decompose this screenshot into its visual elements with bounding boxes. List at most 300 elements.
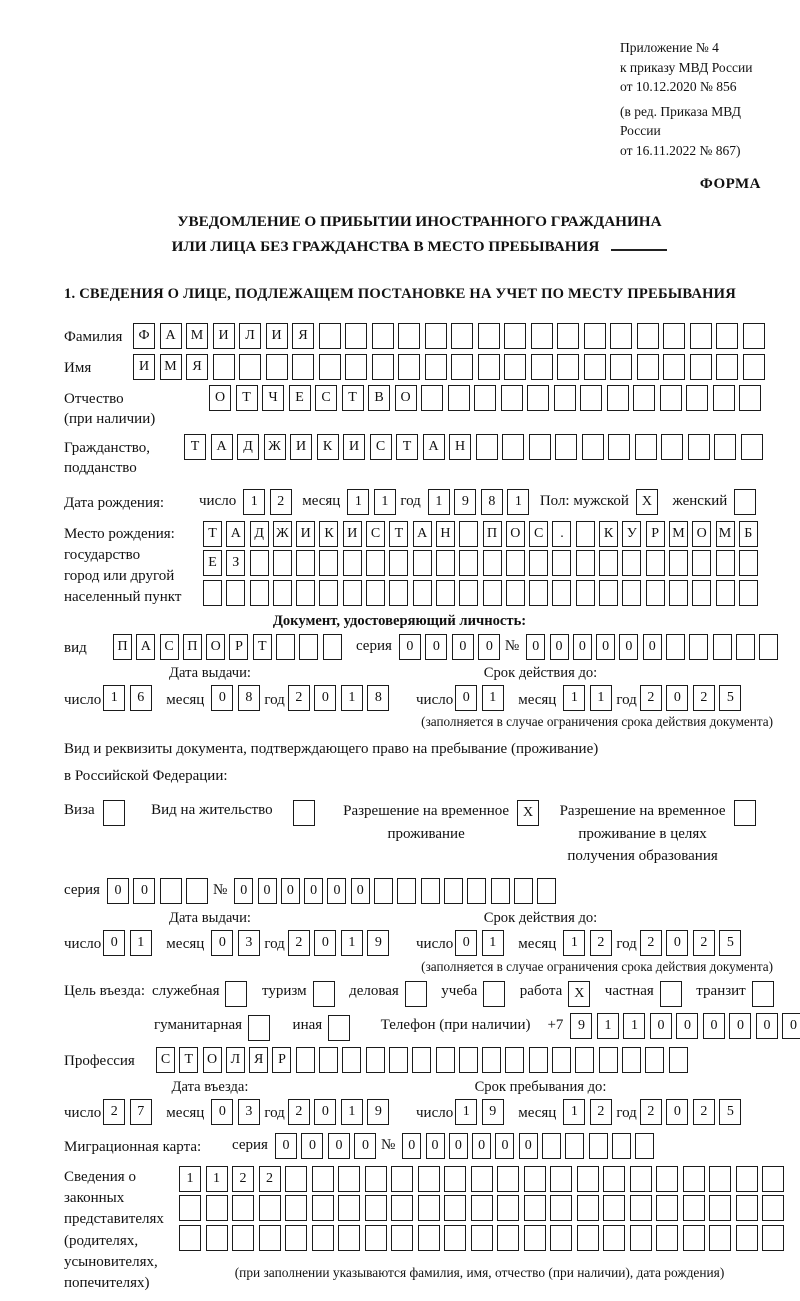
form-cell[interactable]: 0 (314, 1099, 336, 1125)
form-cell[interactable] (565, 1133, 584, 1159)
form-cell[interactable]: 0 (619, 634, 638, 660)
form-cell[interactable] (637, 354, 659, 380)
form-cell[interactable] (550, 1195, 572, 1221)
form-cell[interactable] (669, 1047, 688, 1073)
form-cell[interactable]: 0 (281, 878, 300, 904)
form-cell[interactable] (372, 354, 394, 380)
form-cell[interactable]: Е (203, 550, 222, 576)
form-cell[interactable] (425, 323, 447, 349)
form-cell[interactable] (656, 1225, 678, 1251)
form-cell[interactable] (656, 1166, 678, 1192)
form-cell[interactable] (226, 580, 245, 606)
form-cell[interactable] (714, 434, 736, 460)
form-cell[interactable]: 1 (179, 1166, 201, 1192)
form-cell[interactable]: О (206, 634, 225, 660)
form-cell[interactable] (690, 354, 712, 380)
form-cell[interactable] (762, 1225, 784, 1251)
form-cell[interactable]: Ж (264, 434, 286, 460)
form-cell[interactable] (635, 434, 657, 460)
form-cell[interactable]: 1 (482, 685, 504, 711)
form-cell[interactable]: А (211, 434, 233, 460)
form-cell[interactable]: 7 (130, 1099, 152, 1125)
form-cell[interactable]: 1 (347, 489, 369, 515)
form-cell[interactable] (259, 1225, 281, 1251)
form-cell[interactable]: 0 (304, 878, 323, 904)
form-cell[interactable] (537, 878, 556, 904)
form-cell[interactable]: П (113, 634, 132, 660)
form-cell[interactable]: 2 (288, 685, 310, 711)
form-cell[interactable] (669, 580, 688, 606)
form-cell[interactable] (584, 323, 606, 349)
form-cell[interactable]: 0 (211, 1099, 233, 1125)
form-cell[interactable]: Е (289, 385, 311, 411)
form-cell[interactable]: 1 (341, 930, 363, 956)
form-cell[interactable] (656, 1195, 678, 1221)
form-cell[interactable]: 0 (495, 1133, 514, 1159)
form-cell[interactable]: А (226, 521, 245, 547)
form-cell[interactable]: 6 (130, 685, 152, 711)
form-cell[interactable]: Д (250, 521, 269, 547)
form-cell[interactable]: Т (396, 434, 418, 460)
form-cell[interactable] (524, 1195, 546, 1221)
form-cell[interactable]: 1 (428, 489, 450, 515)
form-cell[interactable]: 0 (676, 1013, 698, 1039)
form-cell[interactable]: Я (186, 354, 208, 380)
form-cell[interactable] (436, 550, 455, 576)
form-cell[interactable]: Н (436, 521, 455, 547)
form-cell[interactable] (467, 878, 486, 904)
form-cell[interactable]: 0 (573, 634, 592, 660)
form-cell[interactable] (690, 323, 712, 349)
form-cell[interactable] (692, 580, 711, 606)
form-cell[interactable] (736, 1225, 758, 1251)
form-cell[interactable] (389, 580, 408, 606)
form-cell[interactable]: 9 (482, 1099, 504, 1125)
form-cell[interactable] (762, 1166, 784, 1192)
form-cell[interactable] (413, 550, 432, 576)
form-cell[interactable] (328, 1015, 350, 1041)
form-cell[interactable] (250, 580, 269, 606)
form-cell[interactable] (365, 1195, 387, 1221)
form-cell[interactable]: 0 (275, 1133, 297, 1159)
form-cell[interactable]: 1 (482, 930, 504, 956)
form-cell[interactable] (471, 1225, 493, 1251)
form-cell[interactable] (580, 385, 602, 411)
form-cell[interactable]: Р (646, 521, 665, 547)
form-cell[interactable]: 2 (590, 1099, 612, 1125)
form-cell[interactable] (739, 385, 761, 411)
form-cell[interactable]: Т (342, 385, 364, 411)
form-cell[interactable]: 1 (103, 685, 125, 711)
form-cell[interactable] (293, 800, 315, 826)
form-cell[interactable]: 9 (367, 930, 389, 956)
form-cell[interactable] (398, 354, 420, 380)
form-cell[interactable]: 0 (519, 1133, 538, 1159)
form-cell[interactable]: 1 (507, 489, 529, 515)
form-cell[interactable] (529, 550, 548, 576)
form-cell[interactable]: О (692, 521, 711, 547)
form-cell[interactable]: А (136, 634, 155, 660)
form-cell[interactable]: 2 (288, 930, 310, 956)
form-cell[interactable] (483, 550, 502, 576)
form-cell[interactable]: 0 (351, 878, 370, 904)
form-cell[interactable] (296, 1047, 315, 1073)
form-cell[interactable]: Ж (273, 521, 292, 547)
form-cell[interactable] (444, 878, 463, 904)
form-cell[interactable]: 0 (399, 634, 421, 660)
form-cell[interactable] (502, 434, 524, 460)
form-cell[interactable] (338, 1225, 360, 1251)
form-cell[interactable] (599, 580, 618, 606)
form-cell[interactable]: 0 (666, 1099, 688, 1125)
form-cell[interactable] (557, 323, 579, 349)
form-cell[interactable]: 2 (590, 930, 612, 956)
form-cell[interactable] (213, 354, 235, 380)
form-cell[interactable] (575, 1047, 594, 1073)
form-cell[interactable]: М (186, 323, 208, 349)
form-cell[interactable]: И (213, 323, 235, 349)
form-cell[interactable] (646, 550, 665, 576)
form-cell[interactable]: А (413, 521, 432, 547)
form-cell[interactable] (418, 1225, 440, 1251)
form-cell[interactable] (319, 323, 341, 349)
form-cell[interactable] (312, 1195, 334, 1221)
form-cell[interactable] (505, 1047, 524, 1073)
form-cell[interactable] (319, 580, 338, 606)
form-cell[interactable] (497, 1166, 519, 1192)
form-cell[interactable] (313, 981, 335, 1007)
form-cell[interactable] (741, 434, 763, 460)
form-cell[interactable]: Ф (133, 323, 155, 349)
form-cell[interactable]: 1 (455, 1099, 477, 1125)
form-cell[interactable]: С (160, 634, 179, 660)
form-cell[interactable] (248, 1015, 270, 1041)
form-cell[interactable] (637, 323, 659, 349)
form-cell[interactable] (577, 1195, 599, 1221)
form-cell[interactable] (285, 1195, 307, 1221)
form-cell[interactable] (482, 1047, 501, 1073)
form-cell[interactable]: Т (236, 385, 258, 411)
form-cell[interactable]: 9 (570, 1013, 592, 1039)
form-cell[interactable]: 0 (782, 1013, 800, 1039)
form-cell[interactable]: 2 (270, 489, 292, 515)
form-cell[interactable] (418, 1195, 440, 1221)
form-cell[interactable] (338, 1195, 360, 1221)
form-cell[interactable]: 0 (478, 634, 500, 660)
form-cell[interactable] (689, 634, 708, 660)
form-cell[interactable]: И (133, 354, 155, 380)
form-cell[interactable] (739, 580, 758, 606)
form-cell[interactable]: 0 (314, 930, 336, 956)
form-cell[interactable] (476, 434, 498, 460)
form-cell[interactable] (365, 1166, 387, 1192)
form-cell[interactable]: 2 (640, 930, 662, 956)
form-cell[interactable]: С (366, 521, 385, 547)
form-cell[interactable] (630, 1195, 652, 1221)
form-cell[interactable] (552, 580, 571, 606)
form-cell[interactable] (688, 434, 710, 460)
form-cell[interactable]: Р (229, 634, 248, 660)
form-cell[interactable] (577, 1225, 599, 1251)
form-cell[interactable] (612, 1133, 631, 1159)
form-cell[interactable]: 0 (425, 634, 447, 660)
form-cell[interactable] (366, 550, 385, 576)
form-cell[interactable] (471, 1195, 493, 1221)
form-cell[interactable] (608, 434, 630, 460)
form-cell[interactable] (497, 1195, 519, 1221)
form-cell[interactable] (343, 550, 362, 576)
form-cell[interactable] (491, 878, 510, 904)
form-cell[interactable]: П (483, 521, 502, 547)
form-cell[interactable]: О (395, 385, 417, 411)
form-cell[interactable] (206, 1225, 228, 1251)
form-cell[interactable] (398, 323, 420, 349)
form-cell[interactable]: 0 (258, 878, 277, 904)
form-cell[interactable]: Т (179, 1047, 198, 1073)
form-cell[interactable] (319, 550, 338, 576)
form-cell[interactable] (524, 1225, 546, 1251)
form-cell[interactable]: 0 (354, 1133, 376, 1159)
form-cell[interactable] (418, 1166, 440, 1192)
form-cell[interactable]: 1 (563, 685, 585, 711)
form-cell[interactable]: 0 (452, 634, 474, 660)
form-cell[interactable] (389, 550, 408, 576)
form-cell[interactable]: 0 (133, 878, 155, 904)
form-cell[interactable] (577, 1166, 599, 1192)
form-cell[interactable]: 8 (367, 685, 389, 711)
form-cell[interactable]: Н (449, 434, 471, 460)
form-cell[interactable] (683, 1195, 705, 1221)
form-cell[interactable] (436, 580, 455, 606)
form-cell[interactable] (366, 1047, 385, 1073)
form-cell[interactable] (716, 580, 735, 606)
form-cell[interactable] (319, 354, 341, 380)
form-cell[interactable] (633, 385, 655, 411)
form-cell[interactable]: 9 (367, 1099, 389, 1125)
form-cell[interactable] (713, 634, 732, 660)
form-cell[interactable]: 1 (563, 1099, 585, 1125)
form-cell[interactable]: Д (237, 434, 259, 460)
form-cell[interactable] (478, 323, 500, 349)
form-cell[interactable] (550, 1225, 572, 1251)
form-cell[interactable]: 2 (288, 1099, 310, 1125)
form-cell[interactable] (683, 1225, 705, 1251)
form-cell[interactable]: 1 (341, 685, 363, 711)
form-cell[interactable]: С (529, 521, 548, 547)
form-cell[interactable] (292, 354, 314, 380)
form-cell[interactable]: С (156, 1047, 175, 1073)
form-cell[interactable] (232, 1195, 254, 1221)
form-cell[interactable] (686, 385, 708, 411)
form-cell[interactable]: 0 (666, 685, 688, 711)
form-cell[interactable]: 1 (206, 1166, 228, 1192)
form-cell[interactable] (413, 580, 432, 606)
form-cell[interactable] (576, 521, 595, 547)
form-cell[interactable] (391, 1166, 413, 1192)
form-cell[interactable]: М (160, 354, 182, 380)
form-cell[interactable] (603, 1195, 625, 1221)
form-cell[interactable]: X (636, 489, 658, 515)
form-cell[interactable] (666, 634, 685, 660)
form-cell[interactable] (683, 1166, 705, 1192)
form-cell[interactable]: 0 (211, 930, 233, 956)
form-cell[interactable] (239, 354, 261, 380)
form-cell[interactable]: 2 (693, 1099, 715, 1125)
form-cell[interactable] (459, 521, 478, 547)
form-cell[interactable] (421, 878, 440, 904)
form-cell[interactable]: 0 (526, 634, 545, 660)
form-cell[interactable]: М (716, 521, 735, 547)
form-cell[interactable]: О (506, 521, 525, 547)
form-cell[interactable]: 1 (130, 930, 152, 956)
form-cell[interactable] (459, 580, 478, 606)
form-cell[interactable]: 2 (693, 685, 715, 711)
form-cell[interactable] (550, 1166, 572, 1192)
form-cell[interactable] (622, 1047, 641, 1073)
form-cell[interactable]: 2 (640, 685, 662, 711)
form-cell[interactable] (660, 981, 682, 1007)
form-cell[interactable]: Т (253, 634, 272, 660)
form-cell[interactable]: Ч (262, 385, 284, 411)
form-cell[interactable] (366, 580, 385, 606)
form-cell[interactable] (584, 354, 606, 380)
form-cell[interactable] (225, 981, 247, 1007)
form-cell[interactable] (734, 489, 756, 515)
form-cell[interactable] (365, 1225, 387, 1251)
form-cell[interactable]: 0 (328, 1133, 350, 1159)
form-cell[interactable]: 0 (729, 1013, 751, 1039)
form-cell[interactable] (374, 878, 393, 904)
form-cell[interactable] (582, 434, 604, 460)
form-cell[interactable] (296, 550, 315, 576)
form-cell[interactable] (557, 354, 579, 380)
form-cell[interactable]: Я (249, 1047, 268, 1073)
form-cell[interactable]: А (160, 323, 182, 349)
form-cell[interactable]: 0 (455, 930, 477, 956)
form-cell[interactable] (743, 354, 765, 380)
form-cell[interactable]: О (203, 1047, 222, 1073)
form-cell[interactable]: 9 (454, 489, 476, 515)
form-cell[interactable] (389, 1047, 408, 1073)
form-cell[interactable]: С (370, 434, 392, 460)
form-cell[interactable]: 2 (693, 930, 715, 956)
form-cell[interactable] (599, 550, 618, 576)
form-cell[interactable] (412, 1047, 431, 1073)
form-cell[interactable] (603, 1166, 625, 1192)
form-cell[interactable]: Я (292, 323, 314, 349)
form-cell[interactable]: 0 (211, 685, 233, 711)
form-cell[interactable] (276, 634, 295, 660)
form-cell[interactable] (273, 580, 292, 606)
form-cell[interactable]: X (517, 800, 539, 826)
form-cell[interactable] (603, 1225, 625, 1251)
form-cell[interactable] (504, 323, 526, 349)
form-cell[interactable]: 2 (640, 1099, 662, 1125)
form-cell[interactable] (448, 385, 470, 411)
form-cell[interactable] (319, 1047, 338, 1073)
form-cell[interactable] (250, 550, 269, 576)
form-cell[interactable] (273, 550, 292, 576)
form-cell[interactable] (531, 323, 553, 349)
form-cell[interactable]: 0 (666, 930, 688, 956)
form-cell[interactable] (391, 1195, 413, 1221)
form-cell[interactable] (663, 323, 685, 349)
form-cell[interactable]: 1 (374, 489, 396, 515)
form-cell[interactable] (506, 580, 525, 606)
form-cell[interactable] (312, 1225, 334, 1251)
form-cell[interactable]: А (423, 434, 445, 460)
form-cell[interactable] (552, 550, 571, 576)
form-cell[interactable] (736, 634, 755, 660)
form-cell[interactable] (610, 354, 632, 380)
form-cell[interactable] (504, 354, 526, 380)
form-cell[interactable] (646, 580, 665, 606)
form-cell[interactable] (622, 580, 641, 606)
form-cell[interactable]: 1 (243, 489, 265, 515)
form-cell[interactable]: 8 (481, 489, 503, 515)
form-cell[interactable] (285, 1166, 307, 1192)
form-cell[interactable]: 5 (719, 1099, 741, 1125)
form-cell[interactable]: 0 (703, 1013, 725, 1039)
form-cell[interactable]: К (317, 434, 339, 460)
form-cell[interactable] (497, 1225, 519, 1251)
form-cell[interactable]: 5 (719, 685, 741, 711)
form-cell[interactable] (266, 354, 288, 380)
form-cell[interactable] (391, 1225, 413, 1251)
form-cell[interactable] (343, 580, 362, 606)
form-cell[interactable] (203, 580, 222, 606)
form-cell[interactable] (474, 385, 496, 411)
form-cell[interactable] (501, 385, 523, 411)
form-cell[interactable]: 0 (449, 1133, 468, 1159)
form-cell[interactable]: 0 (234, 878, 253, 904)
form-cell[interactable]: 5 (719, 930, 741, 956)
form-cell[interactable]: Т (203, 521, 222, 547)
form-cell[interactable]: С (315, 385, 337, 411)
form-cell[interactable]: 0 (314, 685, 336, 711)
form-cell[interactable]: В (368, 385, 390, 411)
form-cell[interactable]: 1 (590, 685, 612, 711)
form-cell[interactable] (483, 981, 505, 1007)
form-cell[interactable] (372, 323, 394, 349)
form-cell[interactable] (299, 634, 318, 660)
form-cell[interactable] (669, 550, 688, 576)
form-cell[interactable]: И (343, 434, 365, 460)
form-cell[interactable]: 0 (402, 1133, 421, 1159)
form-cell[interactable]: . (552, 521, 571, 547)
form-cell[interactable] (160, 878, 182, 904)
form-cell[interactable]: 1 (597, 1013, 619, 1039)
form-cell[interactable] (342, 1047, 361, 1073)
form-cell[interactable] (635, 1133, 654, 1159)
form-cell[interactable] (709, 1225, 731, 1251)
form-cell[interactable] (206, 1195, 228, 1221)
form-cell[interactable] (186, 878, 208, 904)
form-cell[interactable] (661, 434, 683, 460)
form-cell[interactable] (589, 1133, 608, 1159)
form-cell[interactable] (630, 1166, 652, 1192)
form-cell[interactable]: 0 (650, 1013, 672, 1039)
form-cell[interactable]: Л (226, 1047, 245, 1073)
form-cell[interactable] (607, 385, 629, 411)
form-cell[interactable]: 2 (259, 1166, 281, 1192)
form-cell[interactable] (576, 550, 595, 576)
form-cell[interactable] (471, 1166, 493, 1192)
form-cell[interactable] (444, 1225, 466, 1251)
form-cell[interactable] (713, 385, 735, 411)
form-cell[interactable] (179, 1195, 201, 1221)
form-cell[interactable]: О (209, 385, 231, 411)
